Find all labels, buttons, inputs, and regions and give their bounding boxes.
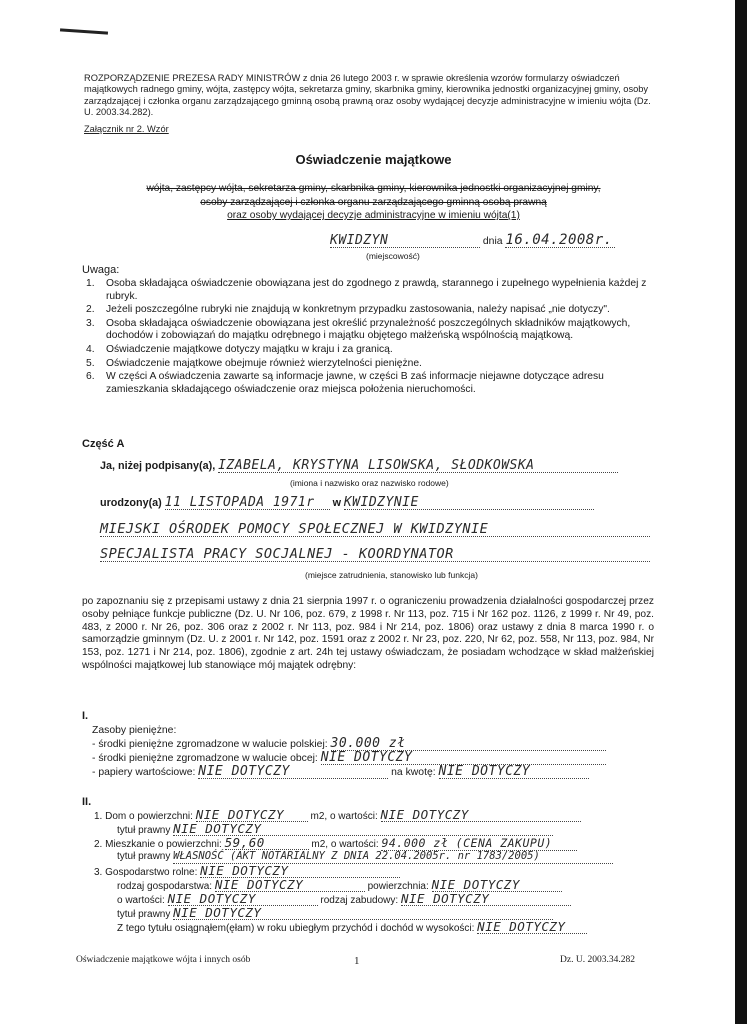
farm-build-value: NIE DOTYCZY	[401, 892, 571, 906]
birth-date-value: 11 LISTOPADA 1971r	[165, 496, 330, 510]
foreign-label: - środki pieniężne zgromadzone w walucie obcej:	[92, 753, 318, 764]
house-value: NIE DOTYCZY	[381, 808, 581, 822]
section-1-numeral: I.	[82, 710, 89, 722]
farm-value: NIE DOTYCZY	[200, 864, 400, 878]
pln-row	[92, 737, 606, 751]
full-name-value: IZABELA, KRYSTYNA LISOWSKA, SŁODKOWSKA	[218, 459, 618, 473]
part-a-heading: Część A	[82, 438, 125, 450]
section-2-numeral: II.	[82, 796, 92, 808]
income-row	[117, 920, 587, 935]
employer-row	[100, 523, 650, 537]
signed-label: Ja, niżej podpisany(a),	[100, 460, 216, 472]
form-subtitle-struck-1: wójta, zastępcy wójta, sekretarza gminy, skarbnika gminy, kierownika jednostki organizacyjnej gminy,	[146, 183, 601, 194]
farm-type-value: NIE DOTYCZY	[215, 878, 365, 892]
income-value: NIE DOTYCZY	[477, 920, 587, 934]
farm-type-label: rodzaj gospodarstwa:	[117, 881, 213, 892]
amount-value: NIE DOTYCZY	[439, 765, 589, 779]
born-label: urodzony(a)	[100, 497, 162, 509]
employer-caption: (miejsce zatrudnienia, stanowisko lub funkcja)	[305, 570, 478, 580]
note-item: 2. Jeżeli poszczególne rubryki nie znajdują w konkretnym przypadku zastosowania, należy napisać „nie dotyczy".	[86, 304, 610, 316]
flat-title-value: WŁASNOŚĆ (AKT NOTARIALNY Z DNIA 22.04.2005r. nr 1783/2005)	[173, 850, 613, 864]
birth-place-value: KWIDZYNIE	[344, 496, 594, 510]
scan-mark	[60, 28, 108, 34]
note-item: 6. W części A oświadczenia zawarte są informacje jawne, w części B zaś informacje niejawne dotyczące adresu zamieszkania składającego oświadczenie oraz miejsca położenia nieruchomości.	[86, 371, 604, 395]
signed-row	[100, 459, 618, 473]
securities-row	[92, 765, 589, 779]
income-label: Z tego tytułu osiągnąłem(ęłam) w roku ubiegłym przychód i dochód w wysokości:	[117, 923, 475, 934]
amount-label: na kwotę:	[391, 767, 436, 778]
name-caption: (imiona i nazwisko oraz nazwisko rodowe)	[290, 478, 449, 488]
date-label: dnia	[482, 236, 503, 247]
foreign-value: NIE DOTYCZY	[321, 751, 606, 765]
house-title-value: NIE DOTYCZY	[173, 822, 553, 836]
place-value: KWIDZYN	[330, 234, 480, 248]
securities-label: - papiery wartościowe:	[92, 767, 196, 778]
born-in-label: w	[332, 497, 341, 509]
employer-value: MIEJSKI OŚRODEK POMOCY SPOŁECZNEJ W KWIDZYNIE	[100, 523, 650, 537]
farm-build-label: rodzaj zabudowy:	[320, 895, 399, 906]
position-value: SPECJALISTA PRACY SOCJALNEJ - KOORDYNATOR	[100, 548, 650, 562]
house-title-row	[117, 822, 553, 837]
footer-right: Dz. U. 2003.34.282	[560, 955, 635, 965]
footer-left: Oświadczenie majątkowe wójta i innych osób	[76, 955, 251, 965]
flat-label: 2. Mieszkanie o powierzchni:	[94, 839, 222, 850]
place-caption: (miejscowość)	[366, 251, 420, 261]
form-title: Oświadczenie majątkowe	[295, 152, 452, 167]
house-row	[94, 808, 581, 823]
statement-text: po zapoznaniu się z przepisami ustawy z dnia 21 sierpnia 1997 r. o ograniczeniu prowadzenia działalności gospodarczej przez osoby pełniące funkcje publiczne (Dz. U. Nr 106, poz. 679, z 1998 r. Nr 113, poz. 715 i Nr 162 poz. 1126, z 1999 r. Nr 49, poz. 483, z 2000 r. Nr 26, poz. 306 oraz z 2002 r. Nr 113, poz. 984 i Nr 214, poz. 1806) oraz ustawy z dnia 8 marca 1990 r. o samorządzie gminnym (Dz. U. z 2001 r. Nr 142, poz. 1591 oraz z 2002 r. Nr 23, poz. 220, Nr 62, poz. 558, Nr 113, poz. 984, Nr 153, poz. 1271 i Nr 214, poz. 1806), zgodnie z art. 24h tej ustawy oświadczam, że posiadam wchodzące w skład małżeńskiej wspólności majątkowej lub stanowiące mój majątek odrębny:	[82, 596, 654, 671]
house-title-label: tytuł prawny	[117, 825, 171, 836]
farm-title-value: NIE DOTYCZY	[173, 906, 553, 920]
farm-area-label: powierzchnia:	[367, 881, 429, 892]
farm-area-value: NIE DOTYCZY	[432, 878, 562, 892]
notes-heading: Uwaga:	[82, 264, 120, 276]
regulation-text: ROZPORZĄDZENIE PREZESA RADY MINISTRÓW z dnia 26 lutego 2003 r. w sprawie określenia wzorów formularzy oświadczeń majątkowych radnego gminy, wójta, zastępcy wójta, sekretarza gminy, skarbnika gminy, kierownika jednostki organizacyjnej gminy, osoby zarządzającej i członka organu zarządzającego gminną osobą prawną oraz osoby wydającej decyzje administracyjne w imieniu wójta (Dz. U. 2003.34.282).	[84, 73, 651, 117]
attachment-label: Załącznik nr 2. Wzór	[84, 124, 169, 134]
place-date-row	[330, 234, 615, 248]
house-m2-label: m2, o wartości:	[310, 811, 378, 822]
notes-list	[82, 278, 654, 397]
farm-title-label: tytuł prawny	[117, 909, 171, 920]
note-item: 1. Osoba składająca oświadczenie obowiązana jest do zgodnego z prawdą, starannego i zupełnego wypełnienia każdej z rubryk.	[86, 278, 647, 302]
flat-value: 94.000 zł (CENA ZAKUPU)	[381, 837, 577, 851]
pln-label: - środki pieniężne zgromadzone w walucie polskiej:	[92, 739, 328, 750]
born-row	[100, 496, 594, 510]
house-label: 1. Dom o powierzchni:	[94, 811, 193, 822]
flat-row	[94, 836, 577, 851]
farm-worth-label: o wartości:	[117, 895, 165, 906]
date-value: 16.04.2008r.	[505, 234, 615, 248]
note-item: 5. Oświadczenie majątkowe obejmuje również wierzytelności pieniężne.	[86, 357, 422, 369]
flat-title-row	[117, 850, 613, 864]
flat-area-value: 59,60	[225, 836, 309, 850]
securities-value: NIE DOTYCZY	[198, 765, 388, 779]
note-item: 3. Osoba składająca oświadczenie obowiązana jest określić przynależność poszczególnych składników majątkowych, dochodów i zobowiązań do majątku odrębnego i majątku objętego małżeńską wspólnością majątkową.	[86, 317, 631, 342]
house-area-value: NIE DOTYCZY	[196, 808, 308, 822]
form-subtitle-line3: oraz osoby wydającej decyzje administracyjne w imieniu wójta(1)	[227, 210, 520, 221]
section-1-heading: Zasoby pieniężne:	[92, 725, 177, 736]
farm-worth-value: NIE DOTYCZY	[168, 892, 318, 906]
position-row	[100, 548, 650, 562]
foreign-row	[92, 751, 606, 765]
form-subtitle-struck-2: osoby zarządzającej i członka organu zarządzającego gminną osobą prawną	[200, 197, 547, 208]
flat-title-label: tytuł prawny	[117, 851, 171, 862]
note-item: 4. Oświadczenie majątkowe dotyczy majątku w kraju i za granicą.	[86, 343, 393, 355]
flat-m2-label: m2, o wartości:	[311, 839, 379, 850]
pln-value: 30.000 zł	[331, 737, 606, 751]
farm-label: 3. Gospodarstwo rolne:	[94, 867, 198, 878]
page-number: 1	[354, 955, 360, 967]
